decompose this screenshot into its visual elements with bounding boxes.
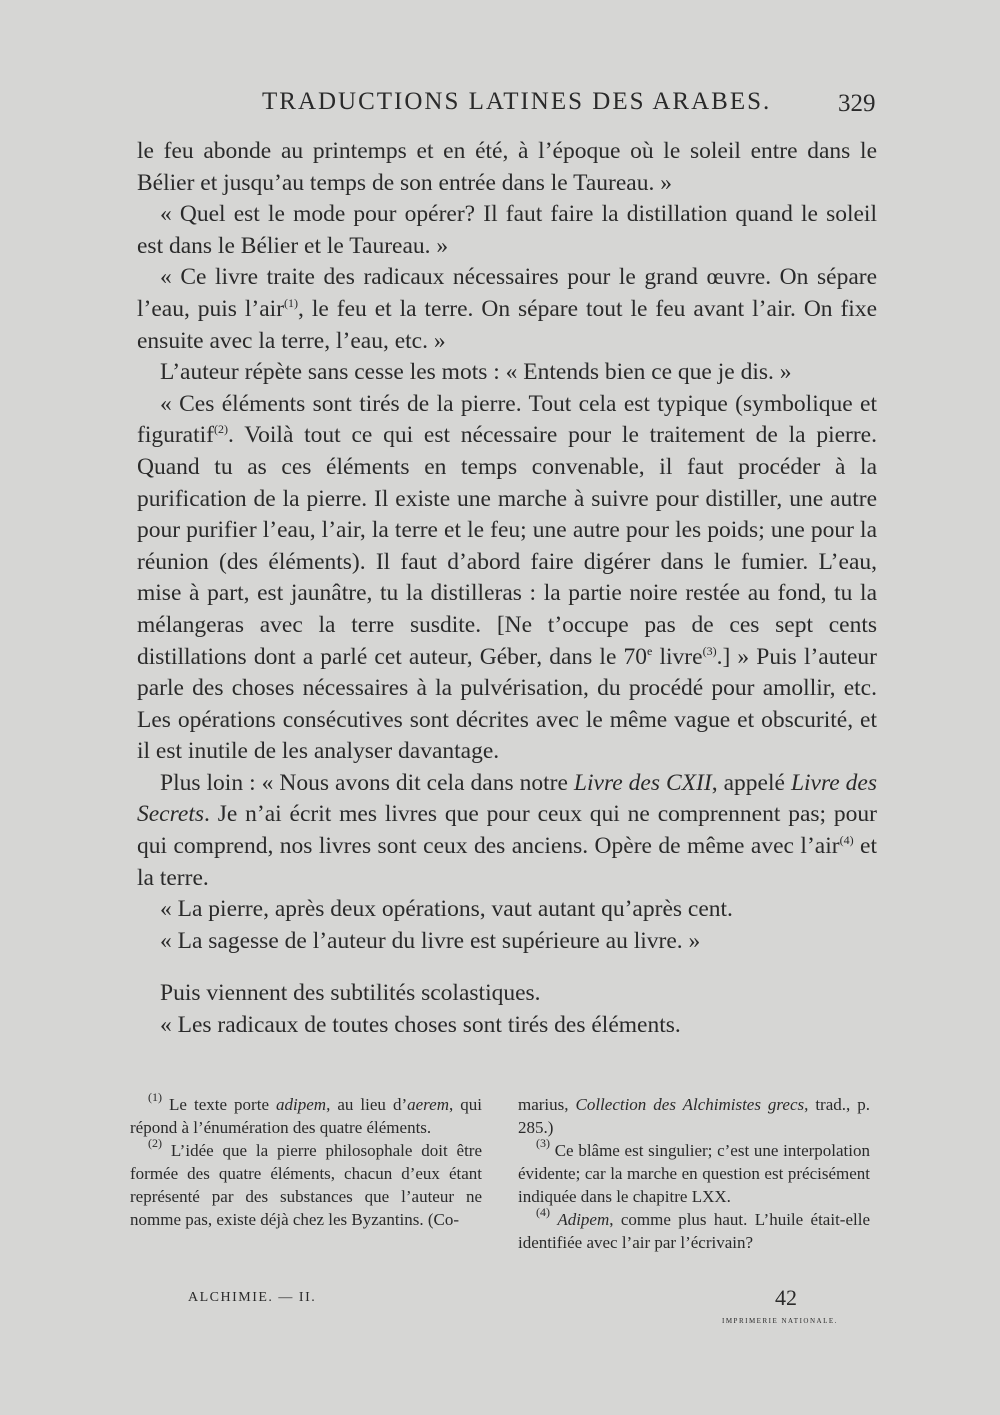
footnote-ref: (2): [214, 422, 228, 437]
footnote-2: [130, 1136, 483, 1231]
text-run: marius,: [518, 1095, 576, 1114]
paragraph: « Les radicaux de toutes choses sont tirés des éléments.: [160, 1012, 681, 1039]
page-header: [0, 88, 1000, 128]
footnote-column-left: [130, 1090, 483, 1254]
paragraph: [137, 768, 877, 894]
signature-mark: ALCHIMIE. — II.: [188, 1290, 317, 1305]
text-run: . Voilà tout ce qui est nécessaire pour le traitement de la pierre. Quand tu as ces éléments en temps convenable, il faut procéder à la purification de la pierre. Il existe une marche à suivre pour distiller, une autre pour purifier l’eau, l’air, la terre et le feu; une autre pour les poids; une pour la réunion (des éléments). Il faut d’abord faire digérer dans le fumier. L’eau, mise à part, est jaunâtre, tu la distilleras : la partie noire restée au fond, tu la mélangeras avec la terre susdite. [Ne t’occupe pas de ces sept cents distillations dont a parlé cet auteur, Géber, dans le 70: [137, 422, 877, 670]
footnotes: [130, 1090, 871, 1254]
book-title: Livre des CXII: [573, 769, 712, 796]
text-run: , trad., p. 285.): [518, 1095, 870, 1137]
paragraph: [137, 389, 877, 768]
latin-word: adipem: [276, 1095, 327, 1114]
paragraph: Puis viennent des subtilités scolastiques.: [160, 980, 541, 1007]
text-run: , comme plus haut. L’huile était-elle identifiée avec l’air par l’écrivain?: [518, 1210, 870, 1252]
text-run: « Ces éléments sont tirés de la pierre. Tout cela est typique (symbolique et figuratif: [137, 390, 877, 449]
text-run: Ce blâme est singulier; c’est une interpolation évidente; car la marche en question est précisément indiquée dans le chapitre LXX.: [518, 1141, 871, 1206]
text-run: , le feu et la terre. On sépare tout le feu avant l’air. On fixe ensuite avec la terre, l’eau, etc. »: [137, 295, 878, 354]
text-run: Le texte porte: [169, 1095, 277, 1114]
footnote-column-right: [518, 1093, 870, 1254]
running-head: TRADUCTIONS LATINES DES ARABES.: [262, 88, 772, 115]
latin-word: aerem: [407, 1095, 449, 1114]
printer-mark: IMPRIMERIE NATIONALE.: [722, 1317, 838, 1325]
book-title: Collection des Alchimistes grecs: [575, 1095, 805, 1114]
text-run: , qui répond à l’énumération des quatre éléments.: [130, 1095, 482, 1137]
paragraph: « La pierre, après deux opérations, vaut autant qu’après cent.: [160, 896, 733, 923]
page-number: 329: [838, 90, 876, 117]
text-run: . Je n’ai écrit mes livres que pour ceux qui ne comprennent pas; pour qui comprend, nos livres sont ceux des anciens. Opère de même avec l’air: [137, 801, 877, 860]
text-run: et la terre.: [137, 833, 877, 891]
footnote-ref: (4): [839, 833, 854, 848]
footnote-1: [130, 1090, 482, 1139]
paragraph: le feu abonde au printemps et en été, à l’époque où le soleil entre dans le Bélier et jusqu’au temps de son entrée dans le Taureau. »: [137, 138, 877, 196]
footnote-2-continued: [518, 1093, 870, 1139]
text-run: Plus loin : « Nous avons dit cela dans notre: [160, 769, 574, 796]
text-run: livre: [652, 643, 703, 670]
footnote-marker: (3): [536, 1136, 550, 1150]
footnote-marker: (4): [536, 1205, 550, 1219]
text-run: .] » Puis l’auteur parle des choses nécessaires à la pulvérisation, du procédé pour amollir, etc. Les opérations consécutives sont décrites avec le même vague et obscurité, et il est inutile de les analyser davantage.: [137, 643, 878, 765]
paragraph: [137, 262, 877, 357]
paragraph: « Quel est le mode pour opérer? Il faut faire la distillation quand le soleil est dans le Bélier et le Taureau. »: [137, 201, 877, 259]
text-run: , appelé: [711, 769, 791, 796]
text-run: , au lieu d’: [326, 1095, 408, 1114]
footnote-ref: (3): [702, 643, 717, 658]
footnote-marker: (1): [148, 1090, 162, 1104]
footnote-3: [518, 1136, 871, 1208]
footnote-ref: (1): [284, 295, 299, 310]
footnote-marker: (2): [148, 1136, 162, 1150]
text-run: « Ce livre traite des radicaux nécessaires pour le grand œuvre. On sépare l’eau, puis l’air: [137, 264, 877, 322]
ordinal-suffix: e: [647, 643, 653, 658]
sheet-number: 42: [775, 1285, 797, 1310]
paragraph: « La sagesse de l’auteur du livre est supérieure au livre. »: [160, 927, 701, 954]
main-text: [137, 136, 877, 1042]
text-run: L’idée que la pierre philosophale doit être formée des quatre éléments, chacun d’eux étant représenté par des substances que l’auteur ne nomme pas, existe déjà chez les Byzantins. (Co-: [130, 1141, 483, 1229]
paragraph: L’auteur répète sans cesse les mots : « Entends bien ce que je dis. »: [160, 359, 792, 386]
latin-word: Adipem: [557, 1210, 610, 1229]
footnote-4: [518, 1205, 870, 1254]
book-title: Livre des Secrets: [137, 769, 878, 828]
